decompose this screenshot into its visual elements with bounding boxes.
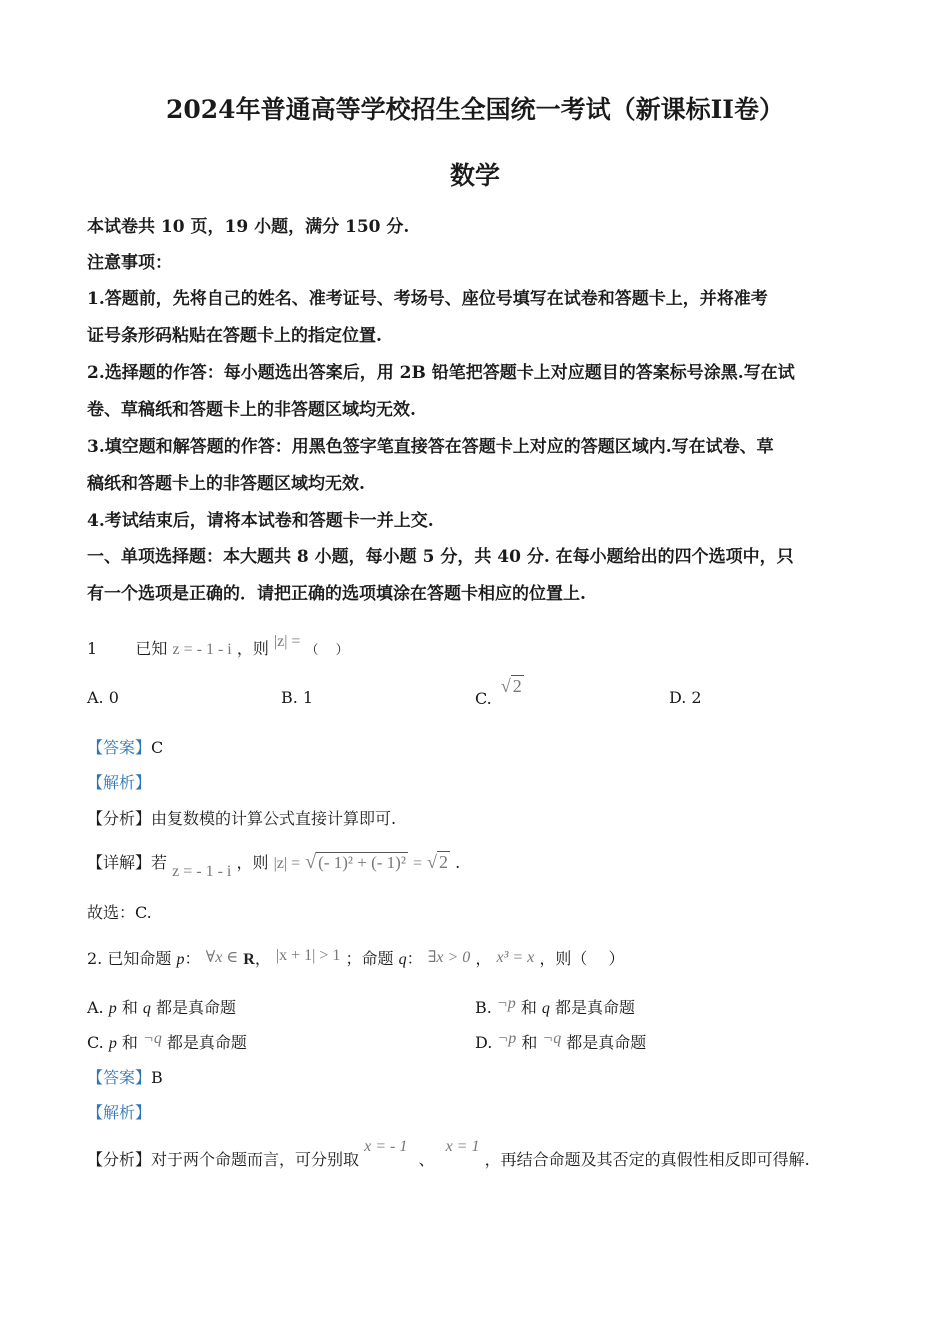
note-1-line-1: 1.答题前，先将自己的姓名、准考证号、考场号、座位号填写在试卷和答题卡上，并将准考 xyxy=(87,289,768,309)
option-symbol: p xyxy=(108,1035,117,1052)
option-symbol: ¬p xyxy=(497,1030,517,1047)
section-1-line-2: 有一个选项是正确的．请把正确的选项填涂在答题卡相应的位置上. xyxy=(87,584,586,604)
question-1-option-c xyxy=(475,676,524,709)
answer-value: B xyxy=(151,1068,163,1087)
question-1-answer xyxy=(87,735,163,758)
fenxi-text-pre: 对于两个命题而言，可分别取 xyxy=(151,1150,360,1169)
note-4: 4.考试结束后，请将本试卷和答题卡一并上交. xyxy=(87,511,434,531)
detail-z-expression: z = - 1 - i xyxy=(172,863,232,880)
separator: 、 xyxy=(418,1150,435,1169)
question-1-paren: （ ） xyxy=(305,643,349,658)
detail-prefix: 若 xyxy=(151,853,168,872)
option-symbol: ¬q xyxy=(143,1030,162,1047)
note-3-line-1: 3.填空题和解答题的作答：用黑色签字笔直接答在答题卡上对应的答题区域内.写在试卷、草 xyxy=(87,437,774,457)
proposition-q: q xyxy=(398,951,407,968)
question-1-z-expression: z = - 1 - i xyxy=(172,641,232,658)
option-text: 都是真命题 xyxy=(150,998,237,1017)
detail-equals: = xyxy=(413,855,423,872)
fenxi-text-post: ，再结合命题及其否定的真假性相反即可得解. xyxy=(484,1150,810,1169)
option-label: A. xyxy=(87,998,109,1017)
question-2-option-a xyxy=(87,995,236,1018)
option-label: C. xyxy=(87,1033,109,1052)
option-symbol: q xyxy=(142,1000,151,1017)
detail-result-radicand: 2 xyxy=(439,852,449,872)
question-1-option-d: D. 2 xyxy=(669,688,702,707)
answer-tag: 【答案】 xyxy=(87,1068,152,1087)
inequality-expression: |x + 1| > 1 xyxy=(275,947,341,964)
option-text: 都是真命题 xyxy=(561,1033,647,1052)
value-x1: x = - 1 xyxy=(364,1138,408,1155)
question-2-answer xyxy=(87,1065,163,1088)
question-2-tail: ，则（ ） xyxy=(539,949,625,968)
cube-expression: x³ = x xyxy=(496,949,535,966)
detail-mid: ，则 xyxy=(236,853,269,872)
question-2-option-b xyxy=(475,995,635,1018)
answer-value: C xyxy=(151,738,164,757)
question-1-abs-expression: |z| = xyxy=(273,633,301,650)
question-2-fenxi xyxy=(87,1138,810,1170)
sqrt-icon: √ 2 xyxy=(427,852,449,872)
fenxi-text: 由复数模的计算公式直接计算即可. xyxy=(151,809,397,828)
detail-tag: 【详解】 xyxy=(87,853,152,872)
forall-expression: ∀x ∈ xyxy=(205,949,239,966)
option-text: 都是真命题 xyxy=(549,998,636,1017)
comma: ， xyxy=(254,949,271,968)
question-1-conclusion: 故选：C. xyxy=(87,903,152,922)
question-1-fenxi xyxy=(87,806,396,829)
comma: ， xyxy=(475,949,492,968)
exam-summary: 本试卷共 10 页，19 小题，满分 150 分. xyxy=(87,217,410,237)
detail-abs-expression: |z| = xyxy=(273,855,301,872)
question-1-number: 1 xyxy=(87,639,98,658)
option-conjunction: 和 xyxy=(116,1033,144,1052)
answer-tag: 【答案】 xyxy=(87,738,152,757)
subject-title: 数学 xyxy=(449,161,500,190)
option-conjunction: 和 xyxy=(116,998,143,1017)
option-symbol: ¬p xyxy=(496,995,516,1012)
note-1-line-2: 证号条形码粘贴在答题卡上的指定位置. xyxy=(87,326,382,346)
question-1-option-b: B. 1 xyxy=(281,688,314,707)
proposition-p: p xyxy=(176,951,185,968)
sqrt-icon: √ 2 xyxy=(500,676,522,696)
option-symbol: p xyxy=(108,1000,117,1017)
note-2-line-2: 卷、草稿纸和答题卡上的非答题区域均无效. xyxy=(87,400,416,420)
note-2-line-1: 2.选择题的作答：每小题选出答案后，用 2B 铅笔把答题卡上对应题目的答案标号涂黑.写在试 xyxy=(87,363,795,383)
exam-title: 2024年普通高等学校招生全国统一考试（新课标II卷） xyxy=(166,95,784,124)
question-1-option-a: A. 0 xyxy=(87,688,119,707)
exists-expression: ∃x > 0 xyxy=(427,949,471,966)
fenxi-tag: 【分析】 xyxy=(87,1150,152,1169)
value-x2: x = 1 xyxy=(445,1138,480,1155)
option-label: D. xyxy=(475,1033,498,1052)
question-2-number: 2. 已知命题 xyxy=(87,949,172,968)
question-1-option-c-label: C. xyxy=(475,689,492,708)
option-conjunction: 和 xyxy=(515,998,542,1017)
question-1-mid: ，则 xyxy=(236,639,269,658)
question-1-stem xyxy=(87,633,349,659)
question-1-prefix: 已知 xyxy=(135,639,168,658)
option-symbol: ¬q xyxy=(542,1030,562,1047)
question-2-option-c xyxy=(87,1030,247,1053)
question-2-stem xyxy=(87,946,624,969)
notes-heading: 注意事项： xyxy=(87,253,172,273)
question-1-option-c-radicand: 2 xyxy=(512,676,522,696)
option-label: B. xyxy=(475,998,497,1017)
question-2-option-d xyxy=(475,1030,646,1053)
question-2-analysis-tag: 【解析】 xyxy=(87,1103,152,1122)
colon: ： xyxy=(406,949,423,968)
question-1-analysis-tag: 【解析】 xyxy=(87,773,152,792)
note-3-line-2: 稿纸和答题卡上的非答题区域均无效. xyxy=(87,474,365,494)
sqrt-icon: √ (- 1)² + (- 1)² xyxy=(305,851,406,873)
section-1-line-1: 一、单项选择题：本大题共 8 小题，每小题 5 分，共 40 分. 在每小题给出的四个选项中，只 xyxy=(87,547,794,567)
option-conjunction: 和 xyxy=(516,1033,543,1052)
detail-radicand: (- 1)² + (- 1)² xyxy=(318,853,406,872)
detail-end: . xyxy=(455,853,461,872)
option-symbol: q xyxy=(541,1000,550,1017)
question-1-detail xyxy=(87,850,461,880)
fenxi-tag: 【分析】 xyxy=(87,809,152,828)
colon: ： xyxy=(184,949,201,968)
option-text: 都是真命题 xyxy=(161,1033,247,1052)
semicolon-text: ；命题 xyxy=(345,949,394,968)
real-set-symbol: R xyxy=(243,951,255,968)
